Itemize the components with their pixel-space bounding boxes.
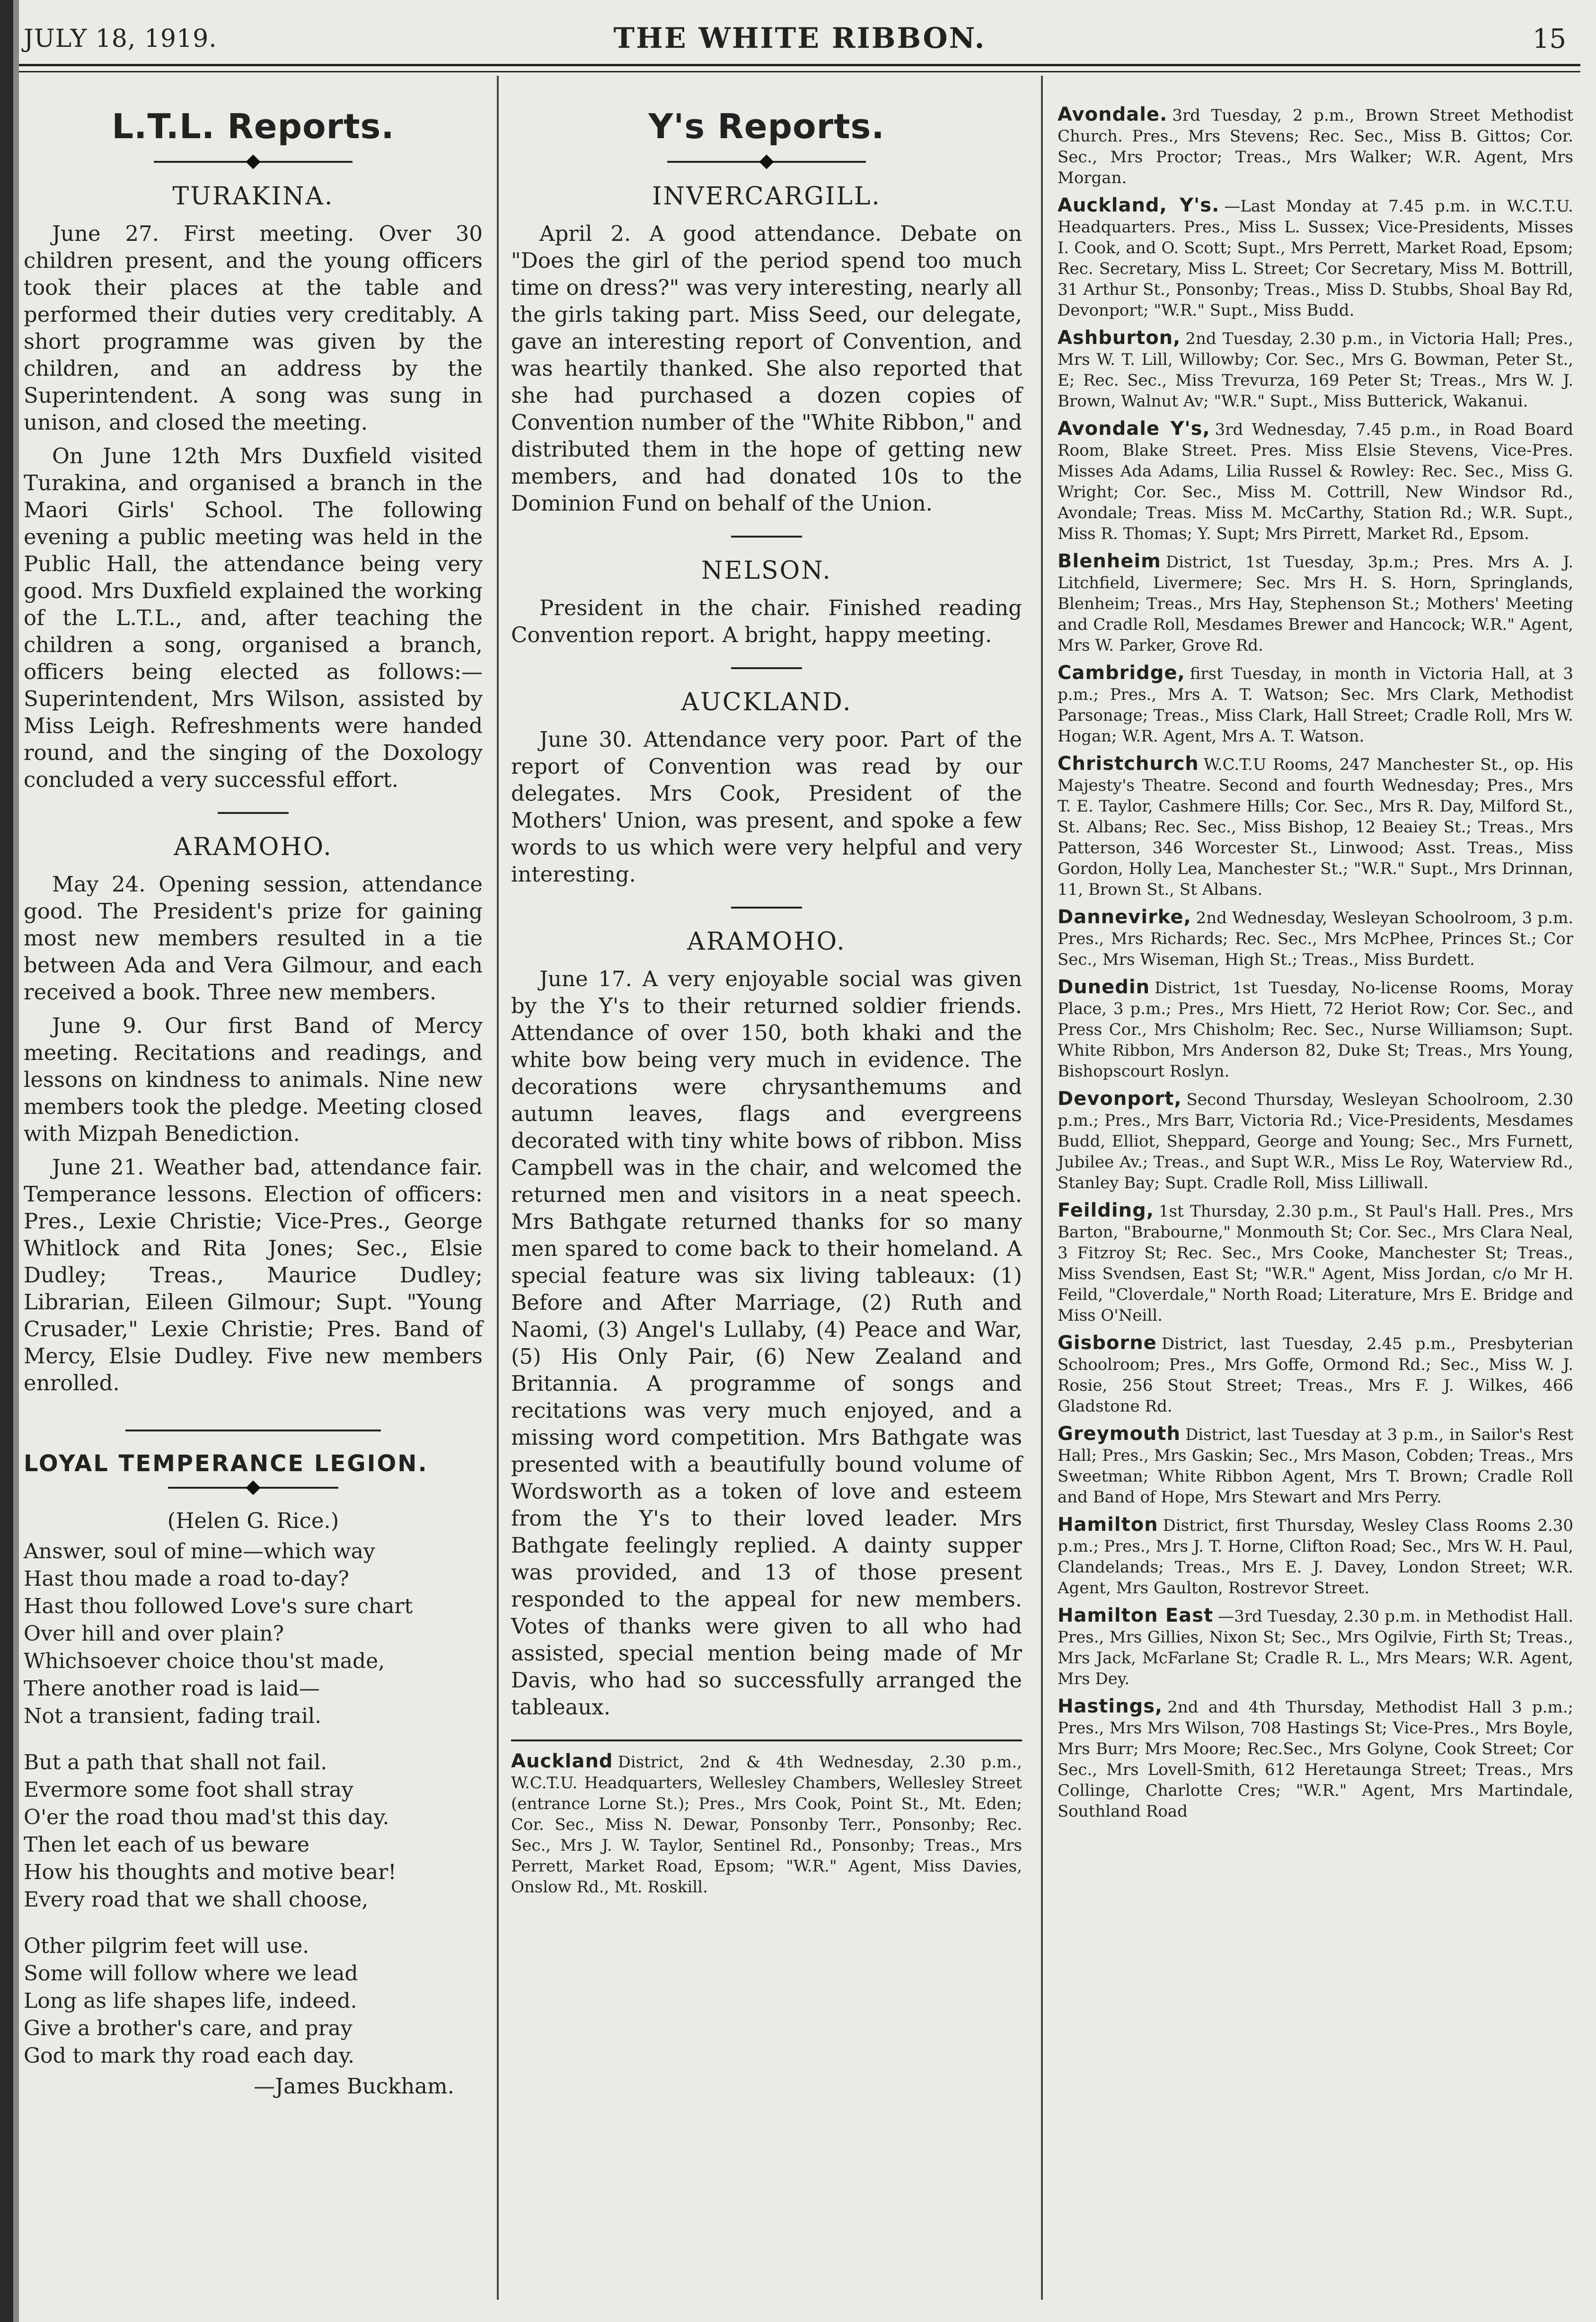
issue-date: JULY 18, 1919. [24, 25, 217, 53]
directory-entry [1058, 753, 1573, 900]
directory-branch-name: Blenheim [1058, 550, 1161, 572]
directory-details: 2nd Tuesday, 2.30 p.m., in Victoria Hall; Pres., Mrs W. T. Lill, Willowby; Cor. Sec., Mrs G. Bowman, Peter St., E; Rec. Sec., Miss Trevurza, 169 Peter St; Treas., Mrs W. J. Brown, Walnut Av; "W.R." Supt., Miss Butterick, Wakanui. [1058, 329, 1573, 411]
report-paragraph: On June 12th Mrs Duxfield visited Turakina, and organised a branch in the Maori Girls' School. The following evening a public meeting was held in the Public Hall, the attendance being very good. Mrs Duxfield explained the working of the L.T.L., and, after teaching the children a song, organised a branch, officers being elected as follows:— Superintendent, Mrs Wilson, assisted by Miss Leigh. Refreshments were handed round, and the singing of the Doxology concluded a very successful effort. [24, 443, 483, 792]
report-town: AUCKLAND. [681, 688, 852, 716]
directory-entry [1058, 977, 1573, 1082]
directory-entry [1058, 1333, 1573, 1417]
directory-details: 3rd Wednesday, 7.45 p.m., in Road Board Room, Blake Street. Pres. Miss Elsie Stevens, Vice-Pres. Misses Ada Adams, Lilia Russel & Rowley: Rec. Sec., Miss G. Wright; Cor. Sec., Miss M. Cottrill, New Windsor Rd., Avondale; Treas. Miss M. McCarthy, Station Rd.; W.R. Supt., Miss R. Thomas; Y. Supt; Mrs Pirrett, Market Rd., Epsom. [1058, 420, 1573, 543]
separator-rule [218, 812, 289, 814]
poem-line: But a path that shall not fail. [24, 1750, 327, 1775]
report-town: ARAMOHO. [174, 833, 333, 861]
directory-details: District, 2nd & 4th Wednesday, 2.30 p.m., W.C.T.U. Headquarters, Wellesley Chambers, Wellesley Street (entrance Lorne St.); Pres., Mrs Cook, Point St., Mt. Eden; Cor. Sec., Miss N. Dewar, Ponsonby Terr., Ponsonby; Rec. Sec., Mrs J. W. Taylor, Sentinel Rd., Ponsonby; Treas., Mrs Perrett, Market Road, Epsom; "W.R." Agent, Miss Davies, Onslow Rd., Mt. Roskill. [511, 1753, 1022, 1897]
directory-entry [1058, 1088, 1573, 1193]
directory-entry [1058, 1696, 1573, 1822]
directory-details: 2nd Wednesday, Wesleyan Schoolroom, 3 p.m. Pres., Mrs Richards; Rec. Sec., Mrs McPhee, Princes St.; Cor Sec., Mrs Wiseman, High St.; Treas., Miss Burdett. [1058, 909, 1573, 969]
poem-author: (Helen G. Rice.) [167, 1508, 339, 1533]
directory-entry [1058, 551, 1573, 656]
directory-branch-name: Avondale Y's, [1058, 418, 1210, 440]
poem-line: Every road that we shall choose, [24, 1888, 369, 1912]
directory-branch-name: Dannevirke, [1058, 906, 1191, 928]
column-ys [511, 95, 1022, 1904]
directory-details: —Last Monday at 7.45 p.m. in W.C.T.U. Headquarters. Pres., Miss L. Sussex; Vice-Presidents, Misses I. Cook, and O. Scott; Supt., Mrs Perrett, Market Road, Epsom; Rec. Secretary, Miss L. Street; Cor Secretary, Miss M. Bottrill, 31 Arthur St., Ponsonby; Treas., Miss D. Stubbs, Shoal Bay Rd, Devonport; "W.R." Supt., Miss Budd. [1058, 197, 1573, 320]
directory-entry [1058, 907, 1573, 970]
poem-line: Long as life shapes life, indeed. [24, 1989, 357, 2013]
report-paragraph: May 24. Opening session, attendance good. The President's prize for gaining most new members resulted in a tie between Ada and Vera Gilmour, and each received a book. Three new members. [24, 872, 483, 1005]
directory-details: 3rd Tuesday, 2 p.m., Brown Street Methodist Church. Pres., Mrs Stevens; Rec. Sec., Miss B. Gittos; Cor. Sec., Mrs Proctor; Treas., Mrs Walker; W.R. Agent, Mrs Morgan. [1058, 106, 1573, 187]
directory-entry [1058, 662, 1573, 747]
directory-branch-name: Auckland [511, 1750, 613, 1772]
directory-details: District, last Tuesday at 3 p.m., in Sailor's Rest Hall; Pres., Mrs Gaskin; Sec., Mrs Mason, Cobden; Treas., Mrs Sweetman; White Ribbon Agent, Mrs T. Brown; Cradle Roll and Band of Hope, Mrs Stewart and Mrs Perry. [1058, 1425, 1573, 1507]
directory-details: 2nd and 4th Thursday, Methodist Hall 3 p.m.; Pres., Mrs Mrs Wilson, 708 Hastings St; Vice-Pres., Mrs Boyle, Mrs Burr; Mrs Moore; Rec.Sec., Mrs Golyne, Cook Street; Cor Sec., Mrs Lovell-Smith, 612 Heretaunga Street; Treas., Mrs Collinge, Charlotte Cres; "W.R." Agent, Mrs Martindale, Southland Road [1058, 1698, 1573, 1821]
directory-details: District, last Tuesday, 2.45 p.m., Presbyterian Schoolroom; Pres., Mrs Goffe, Ormond Rd.; Sec., Miss W. J. Rosie, 256 Stout Street; Treas., Mrs F. J. Wilkes, 466 Gladstone Rd. [1058, 1334, 1573, 1416]
directory-details: first Tuesday, in month in Victoria Hall, at 3 p.m.; Pres., Mrs A. T. Watson; Sec. Mrs Clark, Methodist Parsonage; Treas., Miss Clark, Hall Street; Cradle Roll, Mrs W. Hogan; W.R. Agent, Mrs A. T. Watson. [1058, 664, 1573, 746]
page-header [24, 19, 1576, 62]
directory-details: —3rd Tuesday, 2.30 p.m. in Methodist Hall. Pres., Mrs Gillies, Nixon St; Sec., Mrs Ogilvie, Firth St; Treas., Mrs Jack, McFarlane St; Cradle R. L., Mrs Mears; W.R. Agent, Mrs Dey. [1058, 1607, 1573, 1688]
directory-branch-name: Hamilton [1058, 1514, 1158, 1536]
poem-line: God to mark thy road each day. [24, 2044, 354, 2068]
directory-entry [1058, 418, 1573, 544]
poem-line: Some will follow where we lead [24, 1961, 358, 1986]
separator-rule [731, 667, 802, 669]
directory-details: W.C.T.U Rooms, 247 Manchester St., op. His Majesty's Theatre. Second and fourth Wednesday; Pres., Mrs T. E. Taylor, Cashmere Hills; Cor. Sec., Mrs R. Day, Milford St., St. Albans; Rec. Sec., Miss Bishop, 12 Beaiey St.; Treas., Mrs Patterson, 346 Worcester St., Linwood; Asst. Treas., Miss Gordon, Holly Lea, Manchester St.; "W.R." Supt., Mrs Drinnan, 11, Brown St., St Albans. [1058, 755, 1573, 899]
directory-branch-name: Auckland, Y's. [1058, 194, 1220, 216]
directory-branch-name: Feilding, [1058, 1200, 1154, 1221]
directory-entry [1058, 104, 1573, 188]
directory-entry [1058, 195, 1573, 321]
section-title-ltl: L.T.L. Reports. [112, 106, 395, 146]
report-paragraph: June 30. Attendance very poor. Part of the report of Convention was read by our delegates. Mrs Cook, President of the Mothers' Union, was present, and spoke a few words to us which were very helpful and very interesting. [511, 727, 1022, 887]
separator-rule [511, 1739, 1022, 1741]
ornament-rule [667, 156, 866, 168]
poem-line: Whichsoever choice thou'st made, [24, 1649, 385, 1673]
directory-details: District, first Thursday, Wesley Class Rooms 2.30 p.m.; Pres., Mrs J. T. Horne, Clifton Road; Sec., Mrs W. H. Paul, Clandelands; Treas., Mrs E. J. Davey, London Street; W.R. Agent, Mrs Gaulton, Rostrevor Street. [1058, 1516, 1573, 1598]
poem-line: There another road is laid— [24, 1677, 320, 1701]
directory-entry [511, 1751, 1022, 1898]
directory-details: Second Thursday, Wesleyan Schoolroom, 2.30 p.m.; Pres., Mrs Barr, Victoria Rd.; Vice-Presidents, Mesdames Budd, Elliot, Sheppard, George and Young; Sec., Mrs Furnett, Jubilee Av.; Treas., and Supt W.R., Miss Le Roy, Waterview Rd., Stanley Bay; Supt. Cradle Roll, Miss Lilliwall. [1058, 1090, 1573, 1192]
poem-line: Answer, soul of mine—which way [24, 1539, 375, 1563]
report-town: TURAKINA. [172, 182, 334, 211]
column-ltl [24, 95, 483, 2099]
directory-entry [1058, 327, 1573, 412]
poem-line: Hast thou made a road to-day? [24, 1567, 349, 1591]
poem-line: Over hill and over plain? [24, 1622, 284, 1646]
poem-line: Then let each of us beware [24, 1833, 309, 1857]
directory-entry [1058, 1514, 1573, 1598]
directory-details: District, 1st Tuesday, No-license Rooms, Moray Place, 3 p.m.; Pres., Mrs Hiett, 72 Heriot Row; Cor. Sec., and Press Cor., Mrs Chisholm; Rec. Sec., Nurse Williamson; Supt. White Ribbon, Mrs Anderson 82, Duke St; Treas., Mrs Young, Bishopscourt Roslyn. [1058, 979, 1573, 1081]
poem-line: Other pilgrim feet will use. [24, 1934, 309, 1958]
report-paragraph: June 17. A very enjoyable social was given by the Y's to their returned soldier friends. Attendance of over 150, both khaki and the white bow being very much in evidence. The decorations were chrysanthemums and autumn leaves, flags and evergreens decorated with tiny white bows of ribbon. Miss Campbell was in the chair, and welcomed the returned men and visitors in a neat speech. Mrs Bathgate returned thanks for so many men spared to come back to their homeland. A special feature was six living tableaux: (1) Before and After Marriage, (2) Ruth and Naomi, (3) Angel's Lullaby, (4) Peace and War, (5) His Only Pair, (6) New Zealand and Britannia. A programme of songs and recitations was very much enjoyed, and a missing word competition. Mrs Bathgate was presented with a beautifully bound volume of Wordsworth as a token of love and esteem from the Y's to their loved leader. Mrs Bathgate feelingly replied. A dainty supper was provided, and 13 of those present responded to the appeal for new members. Votes of thanks were given to all who had assisted, special mention being made of Mr Davis, who had so successfully arranged the tableaux. [511, 966, 1022, 1720]
directory-details: District, 1st Tuesday, 3p.m.; Pres. Mrs A. J. Litchfield, Livermere; Sec. Mrs H. S. Horn, Springlands, Blenheim; Treas., Mrs Hay, Stephenson St.; Mothers' Meeting and Cradle Roll, Mesdames Brewer and Hancock; W.R." Agent, Mrs W. Parker, Grove Rd. [1058, 553, 1573, 655]
poem-section-title: LOYAL TEMPERANCE LEGION. [24, 1450, 428, 1477]
binding-spine [0, 0, 13, 2322]
masthead-title: THE WHITE RIBBON. [613, 22, 986, 55]
directory-branch-name: Ashburton, [1058, 327, 1181, 349]
report-paragraph: President in the chair. Finished reading Convention report. A bright, happy meeting. [511, 595, 1022, 647]
poem-line: Hast thou followed Love's sure chart [24, 1594, 413, 1618]
directory-branch-name: Dunedin [1058, 976, 1150, 998]
separator-rule [731, 907, 802, 909]
directory-branch-name: Devonport, [1058, 1088, 1182, 1110]
directory-entry [1058, 1423, 1573, 1508]
poem-line: How his thoughts and motive bear! [24, 1860, 397, 1884]
header-rule-thin [19, 71, 1580, 72]
directory-branch-name: Gisborne [1058, 1332, 1157, 1354]
directory-branch-name: Christchurch [1058, 753, 1199, 775]
directory-branch-name: Cambridge, [1058, 662, 1185, 684]
page-number: 15 [1532, 24, 1566, 54]
column-divider [1041, 76, 1043, 2300]
poem-line: Evermore some foot shall stray [24, 1778, 353, 1802]
poem-line: O'er the road thou mad'st this day. [24, 1805, 389, 1829]
separator-rule [731, 536, 802, 538]
section-title-ys: Y's Reports. [648, 106, 885, 146]
poem-signature: —James Buckham. [254, 2074, 454, 2099]
ornament-rule [168, 1482, 338, 1494]
poem-line: Not a transient, fading trail. [24, 1704, 322, 1728]
report-paragraph: June 9. Our first Band of Mercy meeting. Recitations and readings, and lessons on kindness to animals. Nine new members took the pledge. Meeting closed with Mizpah Benediction. [24, 1013, 483, 1146]
directory-branch-name: Hamilton East [1058, 1605, 1214, 1626]
directory-entry [1058, 1605, 1573, 1689]
header-rule [19, 64, 1580, 66]
poem-line: Give a brother's care, and pray [24, 2016, 353, 2040]
ornament-rule [154, 156, 353, 168]
report-paragraph: April 2. A good attendance. Debate on "Does the girl of the period spend too much time on dress?" was very interesting, nearly all the girls taking part. Miss Seed, our delegate, gave an interesting report of Convention, and was heartily thanked. She also reported that she had purchased a dozen copies of Convention number of the "White Ribbon," and distributed them in the hope of getting new members, and had donated 10s to the Dominion Fund on behalf of the Union. [511, 221, 1022, 516]
report-paragraph: June 21. Weather bad, attendance fair. Temperance lessons. Election of officers: Pres., Lexie Christie; Vice-Pres., George Whitlock and Rita Jones; Sec., Elsie Dudley; Treas., Maurice Dudley; Librarian, Eileen Gilmour; Supt. "Young Crusader," Lexie Christie; Pres. Band of Mercy, Elsie Dudley. Five new members enrolled. [24, 1155, 483, 1395]
separator-rule [125, 1430, 381, 1431]
binding-edge [13, 0, 19, 2322]
report-town: NELSON. [701, 556, 832, 585]
column-directory [1058, 104, 1573, 1828]
directory-branch-name: Greymouth [1058, 1423, 1181, 1445]
directory-entry [1058, 1200, 1573, 1326]
column-divider [497, 76, 499, 2300]
directory-branch-name: Hastings, [1058, 1695, 1163, 1717]
report-town: INVERCARGILL. [652, 182, 881, 211]
directory-branch-name: Avondale. [1058, 104, 1168, 125]
report-paragraph: June 27. First meeting. Over 30 children present, and the young officers took their places at the table and performed their duties very creditably. A short programme was given by the children, and an address by the Superintendent. A song was sung in unison, and closed the meeting. [24, 221, 483, 435]
directory-details: 1st Thursday, 2.30 p.m., St Paul's Hall. Pres., Mrs Barton, "Brabourne," Monmouth St; Cor. Sec., Mrs Clara Neal, 3 Fitzroy St; Rec. Sec., Mrs Cooke, Manchester St; Treas., Miss Svendsen, East St; "W.R." Agent, Miss Jordan, c/o Mr H. Feild, "Cloverdale," North Road; Literature, Mrs E. Bridge and Miss O'Neill. [1058, 1202, 1573, 1325]
report-town: ARAMOHO. [687, 927, 846, 956]
